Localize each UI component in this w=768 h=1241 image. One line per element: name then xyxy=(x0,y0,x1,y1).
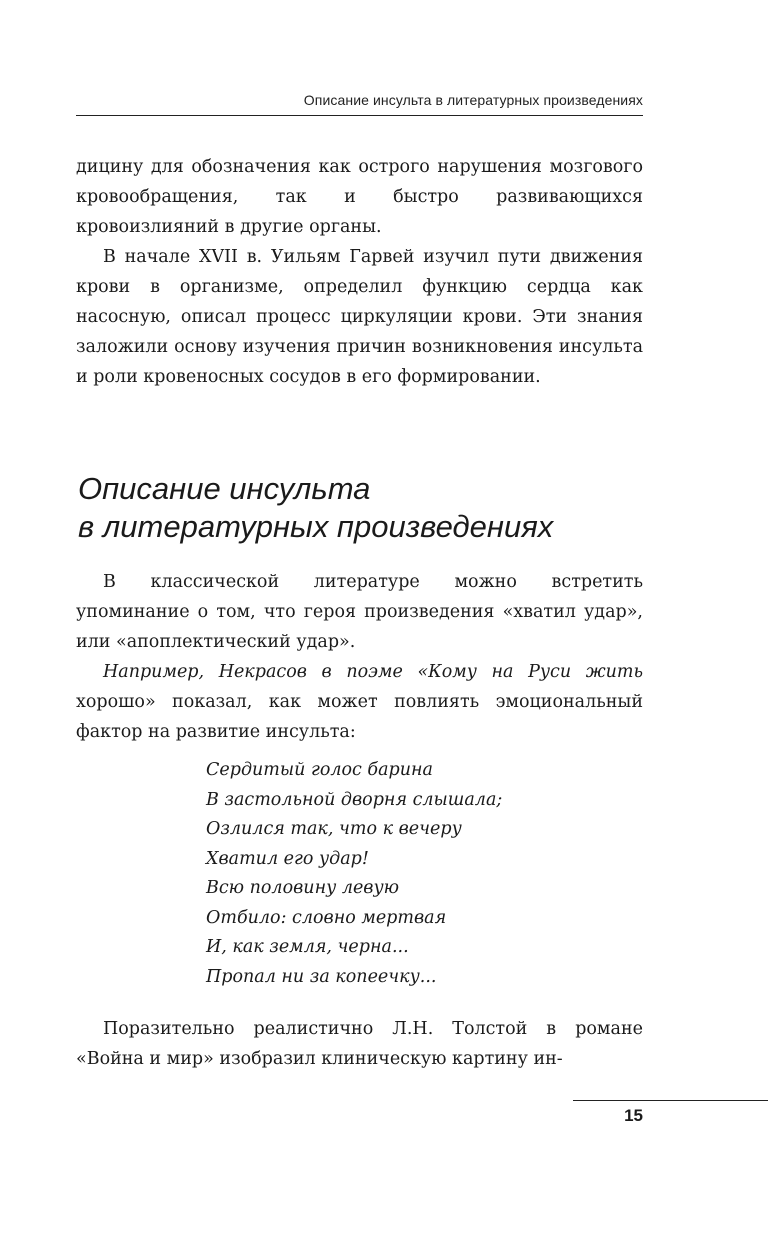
paragraph-tolstoy: Поразительно реалистично Л.Н. Толстой в романе «Война и мир» изобразил клиническую картину ин- xyxy=(76,1019,643,1069)
paragraph-harvey: В начале XVII в. Уильям Гарвей изучил пути движения крови в организме, определил функцию сердца как насосную, описал процесс циркуляции крови. Эти знания заложили основу изучения причин возникновения инсульта и роли кровеносных сосудов в его формировании. xyxy=(76,247,643,387)
closing-text xyxy=(76,1014,643,1074)
section-title xyxy=(78,470,638,546)
verse-line: Всю половину левую xyxy=(206,878,400,898)
verse-line: Сердитый голос барина xyxy=(206,760,433,780)
intro-text xyxy=(76,152,643,392)
paragraph-nekrasov xyxy=(76,657,643,747)
nekrasov-italic-phrase: Например, Некрасов в поэме «Кому на Руси жить xyxy=(103,662,643,682)
poem-quote xyxy=(206,756,626,992)
page-number: 15 xyxy=(624,1106,643,1125)
running-head: Описание инсульта в литературных произведениях xyxy=(303,92,643,108)
nekrasov-rest: хорошо» показал, как может повлиять эмоциональный фактор на развитие инсульта: xyxy=(76,692,643,742)
verse-line: Озлился так, что к вечеру xyxy=(206,819,462,839)
verse-line: Хватил его удар! xyxy=(206,848,369,869)
paragraph-continuation: дицину для обозначения как острого нарушения мозгового кровообращения, так и быстро развивающихся кровоизлияний в другие органы. xyxy=(76,157,643,237)
verse-line: Пропал ни за копеечку... xyxy=(206,966,437,987)
verse-line: В застольной дворня слышала; xyxy=(206,789,503,810)
section-title-line1: Описание инсульта xyxy=(78,471,371,506)
paragraph-classic-literature: В классической литературе можно встретить упоминание о том, что героя произведения «хватил удар», или «апоплектический удар». xyxy=(76,572,643,652)
verse-line: И, как земля, черна... xyxy=(206,937,409,957)
footer-rule xyxy=(573,1100,768,1101)
section-text xyxy=(76,567,643,747)
verse-line: Отбило: словно мертвая xyxy=(206,907,447,928)
header-rule xyxy=(76,115,643,116)
section-title-line2: в литературных произведениях xyxy=(78,509,554,544)
